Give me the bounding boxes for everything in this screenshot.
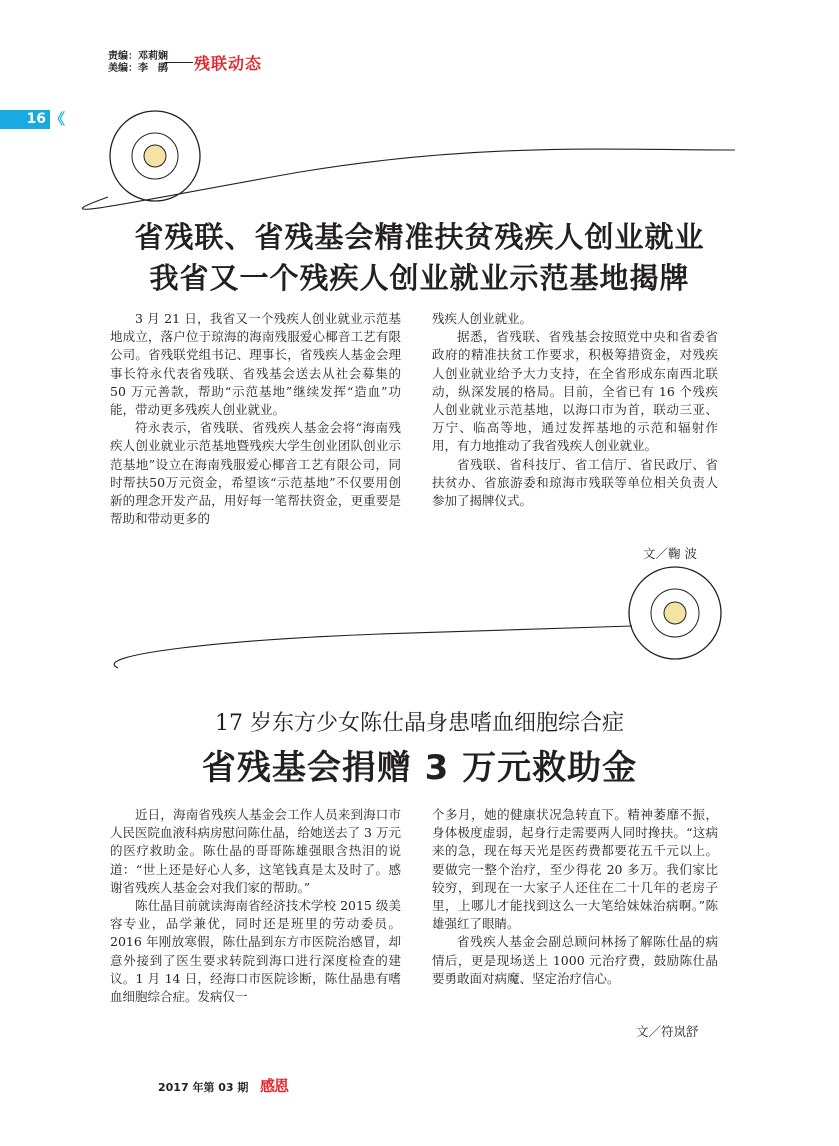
paragraph: 个多月，她的健康状况急转直下。精神萎靡不振，身体极度虚弱，起身行走需要两人同时搀扶。“这病来的急，现在每天光是医药费都要花五千元以上。要做完一整个治疗，至少得花 20 多万。我们家比较穷，到现在一大家子人还住在二十几年的老房子里，上哪儿才能找到这么一大笔给妹妹治病啊。”陈雄强红了眼睛。 [432, 807, 718, 932]
article1-title-line1: 省残联、省残基会精准扶贫残疾人创业就业 [134, 220, 705, 254]
article1-title-line2: 我省又一个残疾人创业就业示范基地揭牌 [149, 261, 690, 295]
paragraph: 残疾人创业就业。 [432, 311, 533, 326]
issue-label: 2017 年第 03 期 [158, 1081, 249, 1094]
paragraph: 符永表示，省残联、省残疾人基金会将“海南残疾人创业就业示范基地暨残疾大学生创业团队创业示范基地”设立在海南残服爱心椰音工艺有限公司，同时帮扶50万元资金，希望该“示范基地”不仅要用创新的理念开发产品，用好每一笔帮扶资金，更重要是帮助和带动更多的 [110, 420, 401, 527]
magazine-logo: 感恩 [260, 1077, 289, 1095]
article2-column-right [432, 806, 718, 988]
article2-column-left [110, 806, 401, 1006]
article1-column-right [432, 310, 718, 510]
bottom-circle-ornament [629, 567, 721, 659]
paragraph: 据悉，省残联、省残基会按照党中央和省委省政府的精准扶贫工作要求，积极筹措资金，对残疾人创业就业给予大力支持，在全省形成东南西北联动，纵深发展的格局。目前，全省已有 16 个残疾人创业就业示范基地，以海口市为首，联动三亚、万宁、临高等地，通过发挥基地的示范和辐射作用，有力地推动了我省残疾人创业就业。 [432, 329, 718, 454]
top-circle-ornament [110, 111, 200, 201]
paragraph: 省残疾人基金会副总顾问林扬了解陈仕晶的病情后，更是现场送上 1000 元治疗费，鼓励陈仕晶要勇敢面对病魔、坚定治疗信心。 [432, 934, 718, 986]
article1-byline: 文／鞠 波 [643, 546, 697, 561]
paragraph: 陈仕晶目前就读海南省经济技术学校 2015 级美容专业，品学兼优，同时还是班里的劳动委员。2016 年刚放寒假，陈仕晶到东方市医院治感冒，却意外接到了医生要求转院到海口进行深度检查的建议。1 月 14 日，经海口市医院诊断，陈仕晶患有嗜血细胞综合症。发病仅一 [110, 898, 401, 1005]
article2-subtitle: 17 岁东方少女陈仕晶身患嗜血细胞综合症 [215, 711, 624, 736]
article2-title: 省残基会捐赠 3 万元救助金 [201, 748, 638, 788]
paragraph: 省残联、省科技厅、省工信厅、省民政厅、省扶贫办、省旅游委和琼海市残联等单位相关负责人参加了揭牌仪式。 [432, 456, 718, 509]
designer-line: 美编：李 鹃 [108, 63, 168, 74]
paragraph: 近日，海南省残疾人基金会工作人员来到海口市人民医院血液科病房慰问陈仕晶，给她送去了 3 万元的医疗救助金。陈仕晶的哥哥陈雄强眼含热泪的说道：“世上还是好心人多，这笔钱真是太及时了。感谢省残疾人基金会对我们家的帮助。” [110, 807, 401, 895]
article1-column-left [110, 310, 401, 528]
article2-byline: 文／符岚舒 [636, 1024, 699, 1039]
page-number: 16 [26, 111, 46, 127]
section-title: 残联动态 [194, 54, 263, 73]
page-chevron-icon: 《 [50, 110, 66, 128]
editor-line: 责编：邓莉娴 [108, 51, 168, 62]
paragraph: 3 月 21 日，我省又一个残疾人创业就业示范基地成立，落户位于琼海的海南残服爱心椰音工艺有限公司。省残联党组书记、理事长，省残疾人基金会理事长符永代表省残联、省残基会送去从社会募集的 50 万元善款，帮助“示范基地”继续发挥“造血”功能，带动更多残疾人创业就业。 [110, 311, 401, 418]
